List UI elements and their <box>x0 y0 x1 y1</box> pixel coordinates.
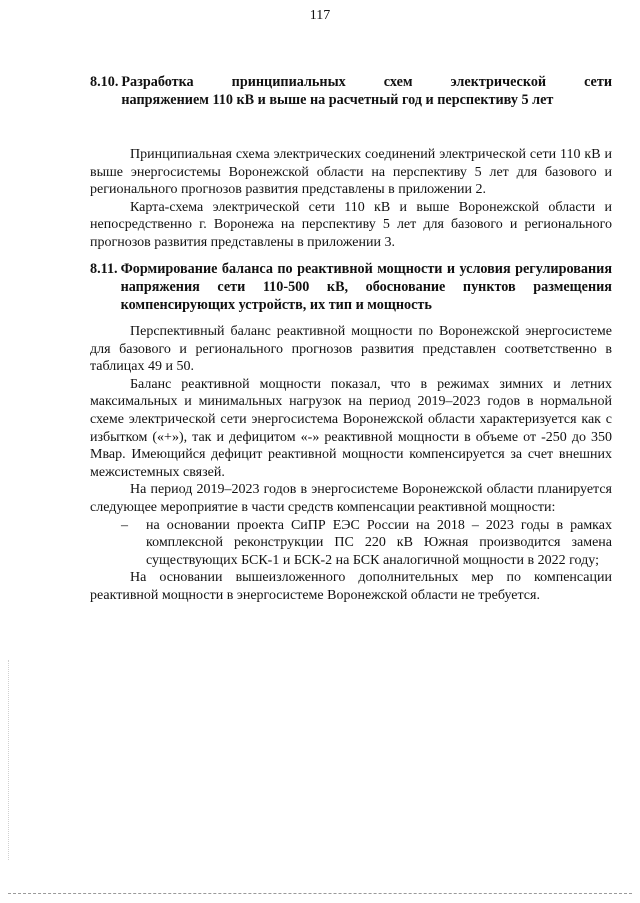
bottom-rule <box>8 893 632 894</box>
section-8-10-paragraph-1: Принципиальная схема электрических соединений электрической сети 110 кВ и выше энергосистемы Воронежской области на перспективу 5 лет для базового и регионального прогнозов развития представлены в приложении 2. <box>90 147 612 198</box>
section-8-11-closing: На основании вышеизложенного дополнительных мер по компенсации реактивной мощности в энергосистеме Воронежской области не требуется. <box>90 570 612 603</box>
section-8-11-body <box>90 323 612 605</box>
section-8-10-number: 8.10. <box>90 74 119 90</box>
section-8-11-paragraph-3: На период 2019–2023 годов в энергосистеме Воронежской области планируется следующее мероприятие в части средств компенсации реактивной мощности: <box>90 482 612 515</box>
list-dash: – <box>121 517 128 533</box>
section-8-10-body <box>90 146 612 252</box>
section-8-11-paragraph-2: Баланс реактивной мощности показал, что в режимах зимних и летних максимальных и минимальных нагрузок на период 2019–2023 годов в нормальной схеме электрической сети энергосистема Воронежской области характеризуется как с избытком («+»), так и дефицитом «-» реактивной мощности в объеме от -250 до 350 Мвар. Имеющийся дефицит реактивной мощности компенсируется за счет внешних межсистемных связей. <box>90 376 612 480</box>
page-number: 117 <box>309 8 331 23</box>
section-8-11-number: 8.11. <box>90 261 118 277</box>
list-item <box>90 517 612 570</box>
section-8-10-paragraph-2: Карта-схема электрической сети 110 кВ и выше Воронежской области и непосредственно г. Воронежа на перспективу 5 лет для базового и регионального прогнозов развития представлены в приложении 3. <box>90 199 612 250</box>
section-8-11-heading <box>90 260 612 314</box>
section-8-11-title: Формирование баланса по реактивной мощности и условия регулирования напряжения сети 110-500 кВ, обоснование пунктов размещения компенсирующих устройств, их тип и мощность <box>120 261 612 313</box>
section-8-11-paragraph-1: Перспективный баланс реактивной мощности по Воронежской энергосистеме для базового и регионального прогнозов развития представлен соответственно в таблицах 49 и 50. <box>90 324 612 375</box>
section-8-10-title-line1: Разработка принципиальных схем электрической сети <box>121 74 612 90</box>
section-8-10-title-rest: напряжением 110 кВ и выше на расчетный год и перспективу 5 лет <box>121 92 554 108</box>
section-8-10-heading <box>90 73 612 109</box>
list-item-text: на основании проекта СиПР ЕЭС России на 2018 – 2023 годы в рамках комплексной реконструкции ПС 220 кВ Южная производится замена существующих БСК-1 и БСК-2 на БСК аналогичной мощности в 2022 году; <box>146 517 612 568</box>
scan-artifact-line <box>8 660 9 860</box>
